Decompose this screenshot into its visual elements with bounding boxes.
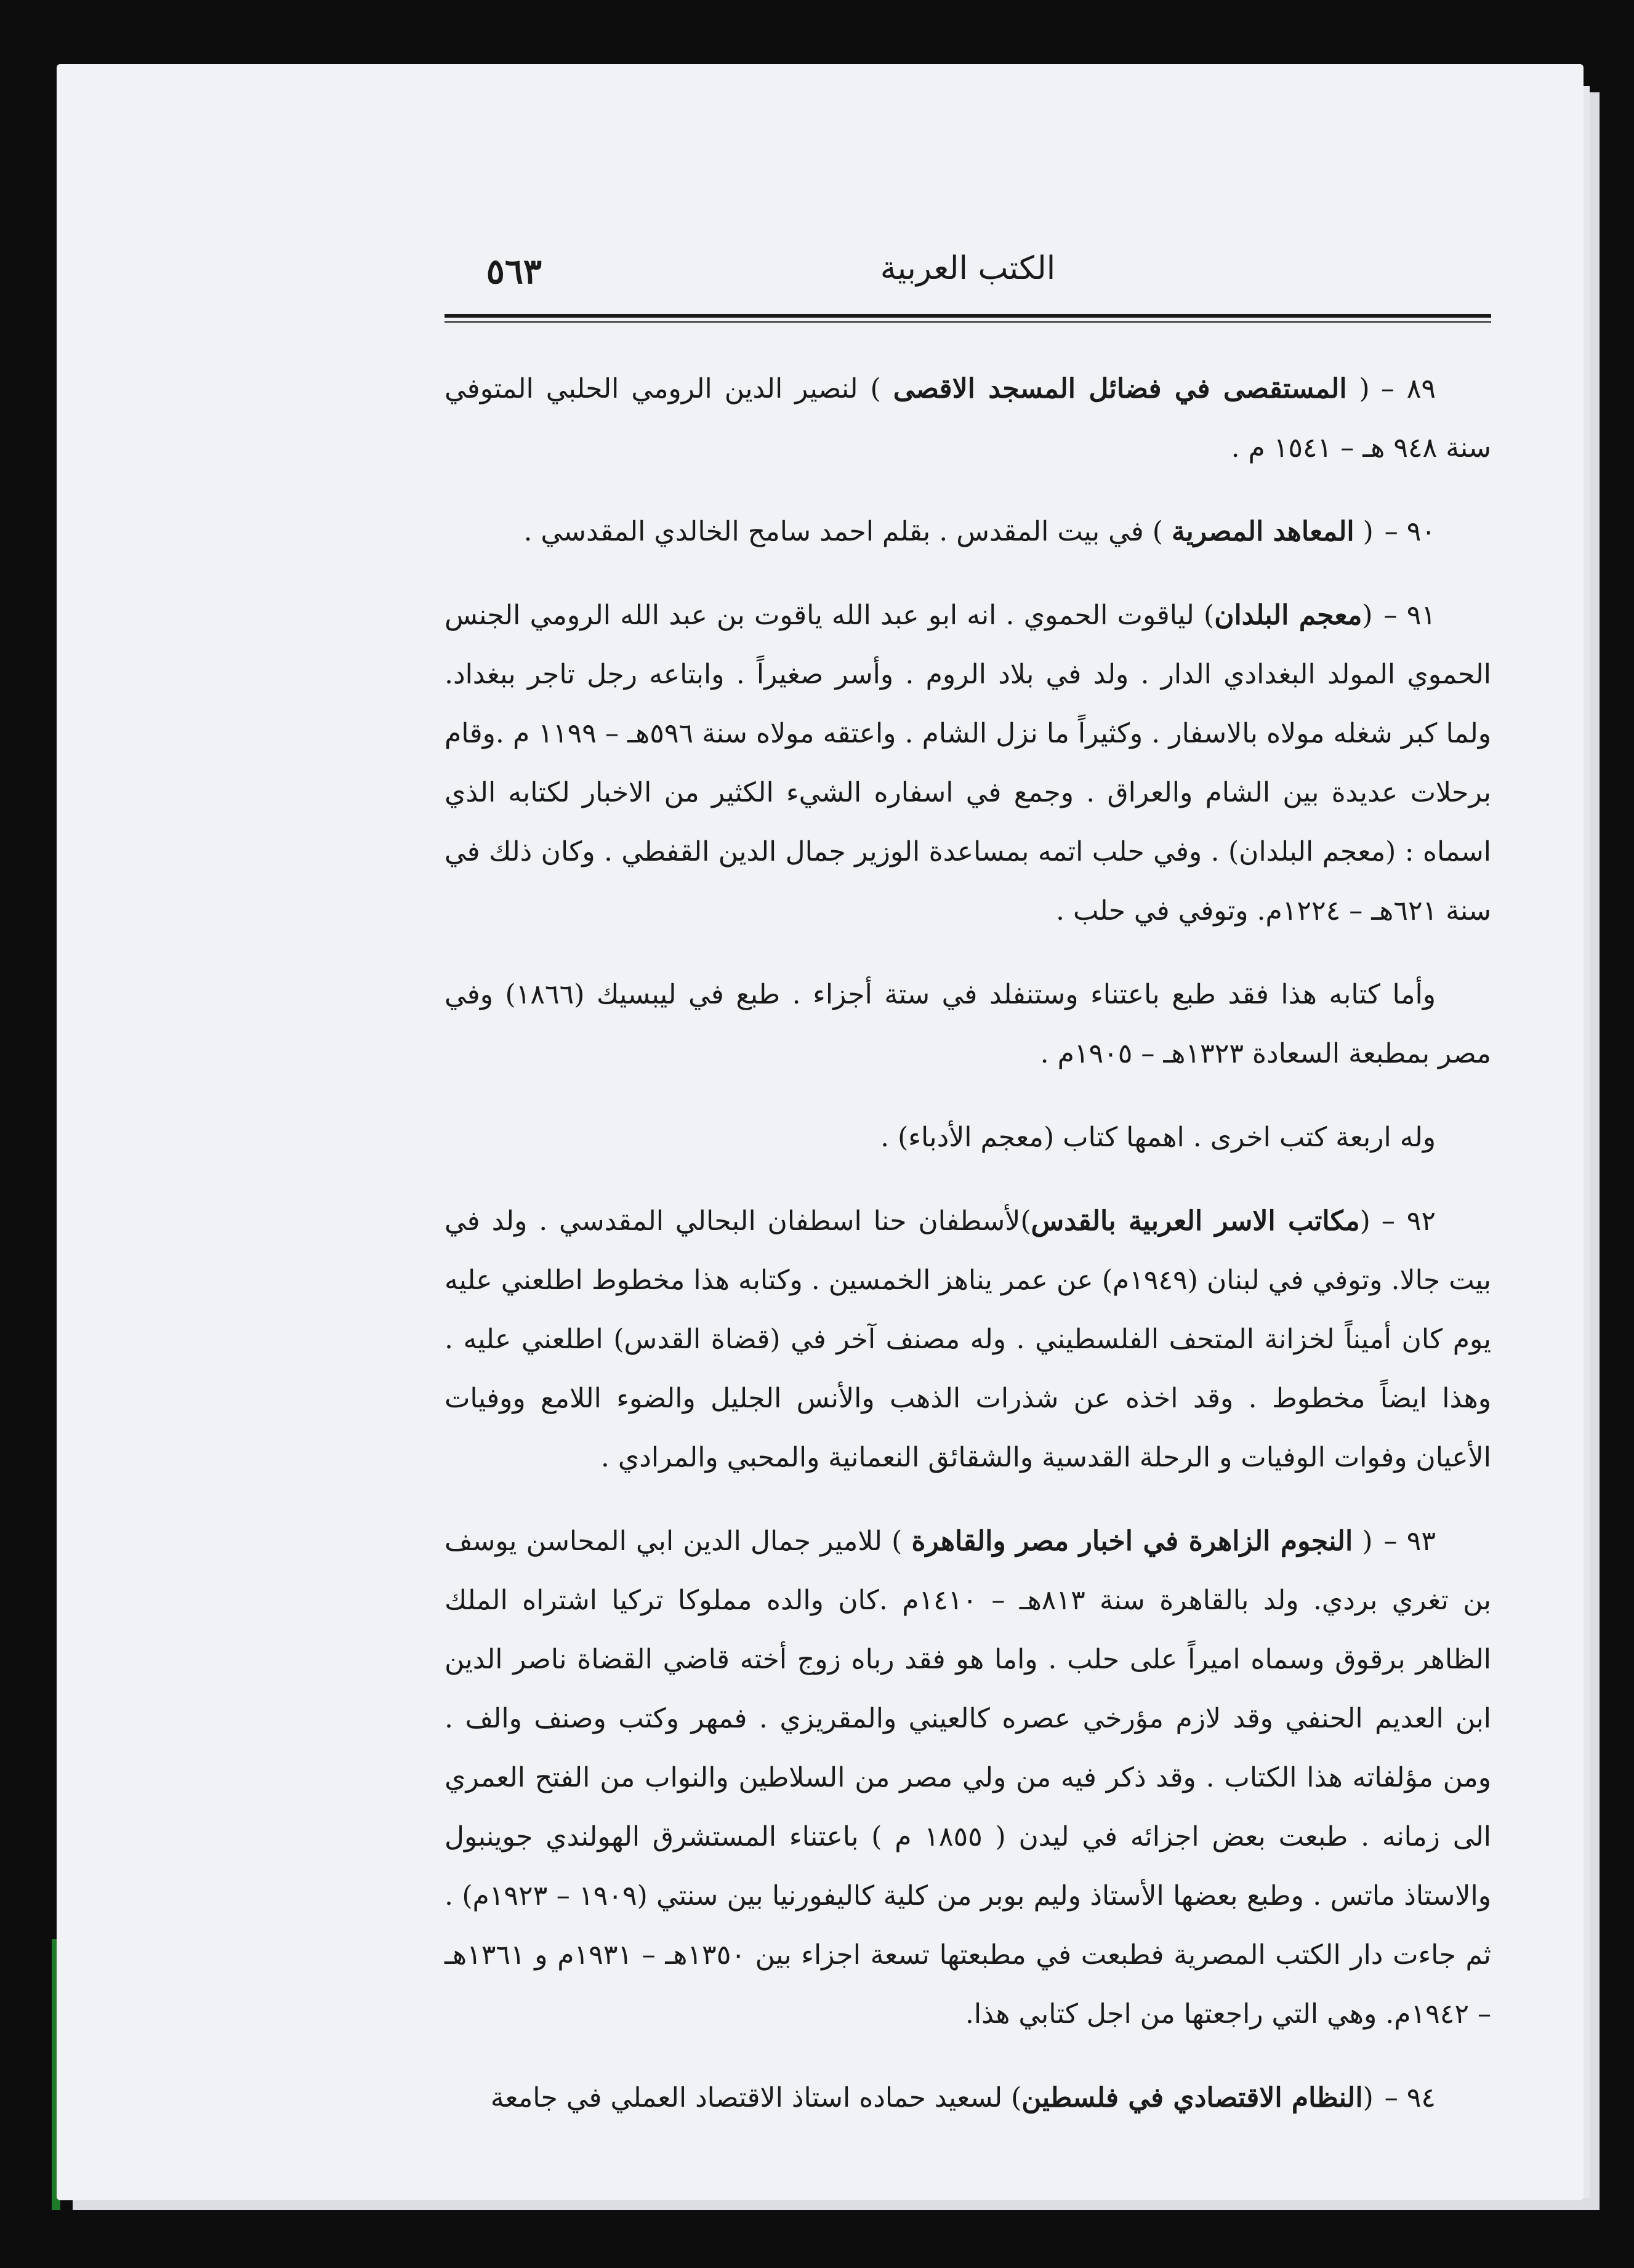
- entry-number: ٩٢ –: [1381, 1205, 1436, 1237]
- entry-text: ) للامير جمال الدين ابي المحاسن يوسف بن تغري بردي. ولد بالقاهرة سنة ٨١٣هـ – ١٤١٠م .كان والده مملوكا تركيا اشتراه الملك الظاهر برقوق وسماه اميراً على حلب . واما هو فقد رباه زوج أخته قاضي القضاة ناصر الدين ابن العديم الحنفي وقد لازم مؤرخي عصره كالعيني والمقريزي . فمهر وكتب وصنف والف . ومن مؤلفاته هذا الكتاب . وقد ذكر فيه من ولي مصر من السلاطين والنواب من الفتح العمري الى زمانه . طبعت بعض اجزائه في ليدن ( ١٨٥٥ م ) باعتناء المستشرق الهولندي جوينبول والاستاذ ماتس . وطبع بعضها الأستاذ وليم بوبر من كلية كاليفورنيا بين سنتي (١٩٠٩ – ١٩٢٣م) . ثم جاءت دار الكتب المصرية فطبعت في مطبعتها تسعة اجزاء بين ١٣٥٠هـ – ١٩٣١م و ١٣٦١هـ – ١٩٤٢م. وهي التي راجعتها من اجل كتابي هذا.: [445, 1526, 1491, 2030]
- entry-title: معجم البلدان: [1214, 600, 1362, 631]
- entry-open: (: [1359, 1205, 1370, 1237]
- header-rule-thick: [445, 314, 1491, 318]
- entry-89: [445, 360, 1491, 478]
- entry-open: (: [1362, 2082, 1374, 2113]
- entry-number: ٩١ –: [1383, 600, 1436, 631]
- entry-90: [445, 502, 1491, 561]
- entry-number: ٩٠ –: [1384, 516, 1436, 547]
- page-number: ٥٦٣: [486, 251, 542, 292]
- entry-94: [445, 2069, 1491, 2128]
- entry-open: (: [1354, 516, 1374, 547]
- entry-title: النظام الاقتصادي في فلسطين: [1021, 2082, 1363, 2113]
- page-content: [445, 236, 1491, 2152]
- running-title: الكتب العربية: [880, 250, 1056, 287]
- entry-91-other-works: وله اربعة كتب اخرى . اهمها كتاب (معجم الأدباء) .: [880, 1122, 1436, 1153]
- entry-text: ) في بيت المقدس . بقلم احمد سامح الخالدي المقدسي .: [523, 516, 1172, 547]
- entry-open: (: [1346, 373, 1370, 404]
- entry-open: (: [1362, 600, 1373, 631]
- entry-text: ) لنصير الدين الرومي الحلبي المتوفي سنة ٩٤٨ هـ – ١٥٤١ م .: [445, 373, 1491, 464]
- entry-number: ٩٣ –: [1383, 1526, 1436, 1557]
- entry-text: )لأسطفان حنا اسطفان البحالي المقدسي . ولد في بيت جالا. وتوفي في لبنان (١٩٤٩م) عن عمر يناهز الخمسين . وكتابه هذا مخطوط اطلعني عليه يوم كان أميناً لخزانة المتحف الفلسطيني . وله مصنف آخر في (قضاة القدس) اطلعني عليه . وهذا ايضاً مخطوط . وقد اخذه عن شذرات الذهب والأنس الجليل والضوء اللامع ووفيات الأعيان وفوات الوفيات و الرحلة القدسية والشقائق النعمانية والمحبي والمرادي .: [445, 1205, 1491, 1473]
- entry-91: [445, 586, 1491, 941]
- entry-91-edition-note: وأما كتابه هذا فقد طبع باعتناء وستنفلد في ستة أجزاء . طبع في ليبسيك (١٨٦٦) وفي مصر بمطبعة السعادة ١٣٢٣هـ – ١٩٠٥م .: [445, 979, 1491, 1069]
- header-rule-thin: [445, 321, 1491, 323]
- entry-number: ٨٩ –: [1380, 373, 1436, 404]
- entry-title: مكاتب الاسر العربية بالقدس: [1031, 1205, 1360, 1237]
- entry-title: النجوم الزاهرة في اخبار مصر والقاهرة: [911, 1526, 1353, 1557]
- entry-text: ) لياقوت الحموي . انه ابو عبد الله ياقوت بن عبد الله الرومي الجنس الحموي المولد البغدادي الدار . ولد في بلاد الروم . وأسر صغيراً . وابتاعه رجل تاجر ببغداد. ولما كبر شغله مولاه بالاسفار . وكثيراً ما نزل الشام . واعتقه مولاه سنة ٥٩٦هـ – ١١٩٩ م .وقام برحلات عديدة بين الشام والعراق . وجمع في اسفاره الشيء الكثير من الاخبار لكتابه الذي اسماه : (معجم البلدان) . وفي حلب اتمه بمساعدة الوزير جمال الدين القفطي . وكان ذلك في سنة ٦٢١هـ – ١٢٢٤م. وتوفي في حلب .: [445, 600, 1491, 927]
- entry-title: المعاهد المصرية: [1171, 516, 1354, 547]
- entry-93: [445, 1512, 1491, 2044]
- entry-number: ٩٤ –: [1384, 2082, 1436, 2113]
- entry-text: ) لسعيد حماده استاذ الاقتصاد العملي في جامعة: [490, 2082, 1022, 2113]
- running-header: [445, 236, 1491, 310]
- book-page: [57, 64, 1584, 2200]
- entry-open: (: [1353, 1526, 1373, 1557]
- entry-title: المستقصى في فضائل المسجد الاقصى: [893, 373, 1347, 404]
- entry-92: [445, 1192, 1491, 1487]
